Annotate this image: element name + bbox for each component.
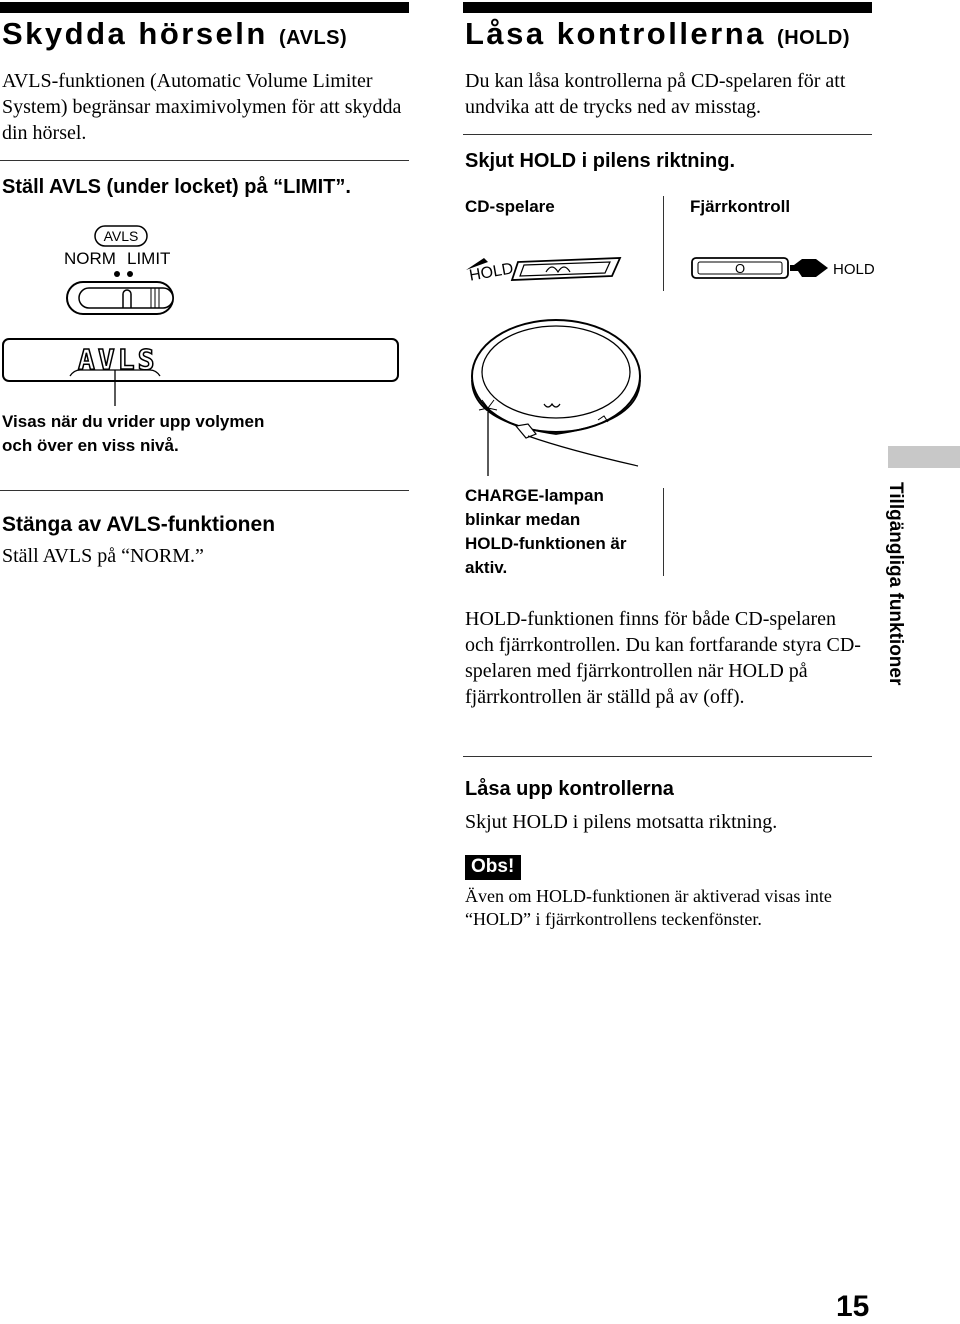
caption-line: HOLD-funktionen är: [465, 534, 627, 553]
label-remote: Fjärrkontroll: [690, 197, 791, 216]
title-text: Låsa kontrollerna: [465, 16, 766, 51]
divider: [463, 134, 872, 135]
side-tab-label: Tillgängliga funktioner: [885, 482, 906, 686]
caption-line: och över en viss nivå.: [2, 436, 179, 455]
divider: [0, 490, 409, 491]
cd-player-illustration: [468, 316, 648, 476]
switch-limit-label: LIMIT: [127, 249, 171, 268]
title-suffix: (HOLD): [777, 27, 851, 49]
note-text: Även om HOLD-funktionen är aktiverad visas inte “HOLD” i fjärrkontrollens teckenfönster.: [465, 886, 832, 929]
unlock-text: Skjut HOLD i pilens motsatta riktning.: [465, 811, 778, 833]
title-text: Skydda hörseln: [2, 16, 268, 51]
hold-body: HOLD-funktionen finns för både CD-spelaren och fjärrkontrollen. Du kan fortfarande styra CD-spelaren med fjärrkontrollen när HOLD på fjärrkontrollen är ställd på av (off).: [465, 608, 861, 708]
remote-hold-label: HOLD: [833, 261, 875, 278]
avls-badge: AVLS: [103, 228, 139, 244]
caption-line: aktiv.: [465, 558, 508, 577]
caption-line: Visas när du vrider upp volymen: [2, 412, 265, 431]
note-badge: Obs!: [465, 855, 521, 880]
caption-line: CHARGE-lampan: [465, 486, 604, 505]
label-cd-player: CD-spelare: [465, 197, 555, 216]
side-tab-marker: [888, 446, 960, 468]
avls-display-illustration: [0, 336, 402, 410]
section-title-hold: [465, 16, 850, 52]
section-bar-left: [0, 2, 409, 13]
remote-hold-illustration: [690, 255, 834, 283]
remote-o-mark: O: [735, 261, 746, 276]
avls-instruction: Ställ AVLS (under locket) på “LIMIT”.: [2, 176, 351, 198]
caption-line: blinkar medan: [465, 510, 581, 529]
column-divider: [663, 196, 664, 291]
charge-caption: [465, 484, 627, 580]
hold-intro: Du kan låsa kontrollerna på CD-spelaren för att undvika att de trycks ned av misstag.: [465, 70, 846, 118]
avls-off-heading: Stänga av AVLS-funktionen: [2, 513, 276, 536]
divider: [0, 160, 409, 161]
display-caption: [2, 410, 264, 458]
avls-off-text: Ställ AVLS på “NORM.”: [2, 545, 204, 567]
column-divider: [663, 488, 664, 576]
section-title-avls: [2, 16, 347, 52]
hold-instruction: Skjut HOLD i pilens riktning.: [465, 150, 736, 172]
cd-hold-label: HOLD: [468, 260, 515, 285]
page-number: 15: [836, 1290, 870, 1323]
switch-norm-label: NORM: [64, 249, 116, 268]
display-text: AVLS: [78, 343, 158, 376]
title-suffix: (AVLS): [278, 27, 348, 49]
divider: [463, 756, 872, 757]
avls-intro: AVLS-funktionen (Automatic Volume Limiter System) begränsar maximivolymen för att skydda din hörsel.: [2, 70, 402, 144]
section-bar-right: [463, 2, 872, 13]
unlock-heading: Låsa upp kontrollerna: [465, 778, 674, 800]
